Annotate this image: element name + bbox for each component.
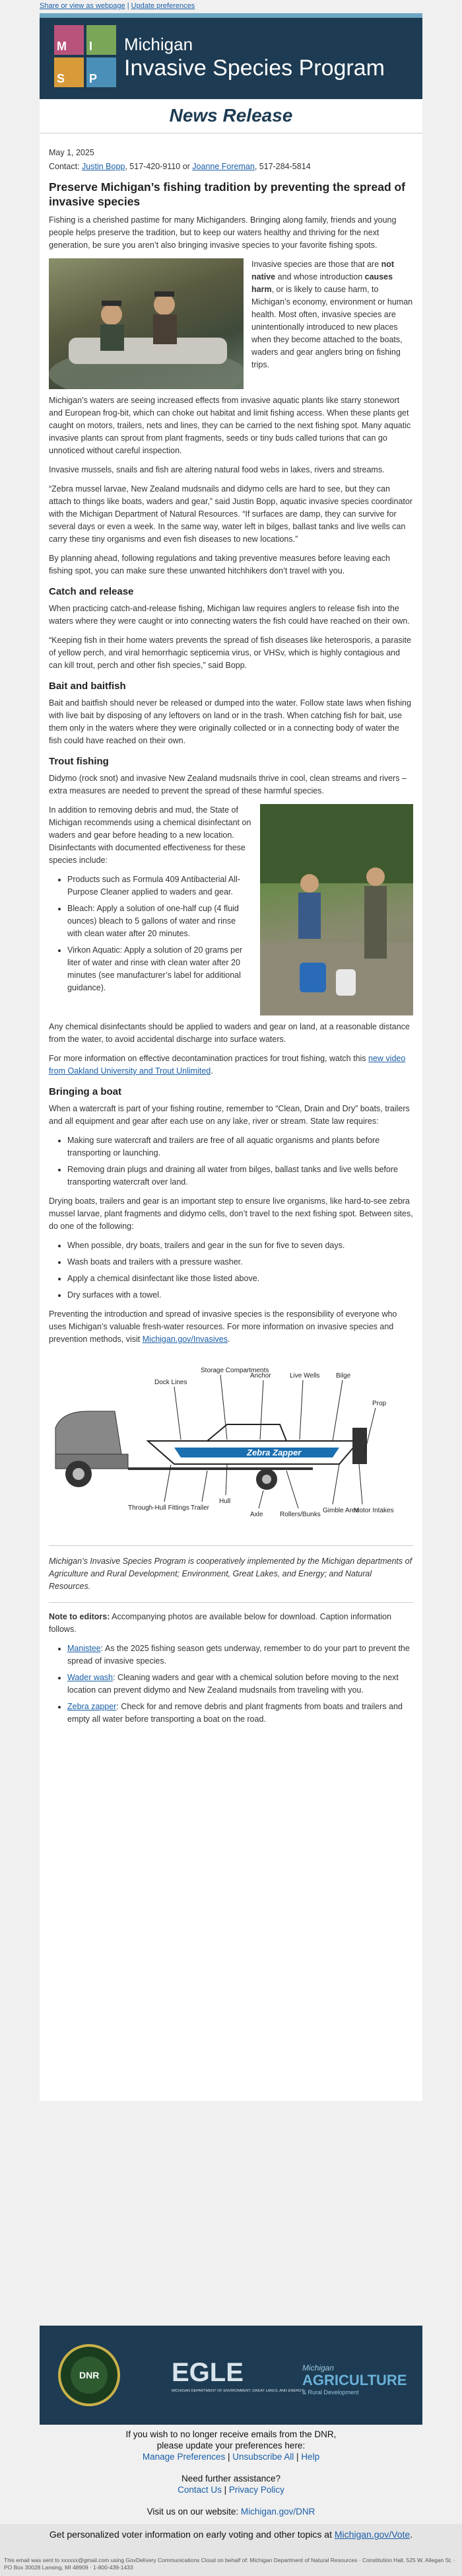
label-through-hull: Through-Hull Fittings bbox=[128, 1504, 189, 1512]
topbar-separator: | bbox=[127, 2, 129, 10]
bar: | bbox=[294, 2452, 302, 2462]
heading-boat: Bringing a boat bbox=[49, 1086, 121, 1097]
contact-foreman-link[interactable]: Joanne Foreman bbox=[192, 162, 255, 171]
list-item: • Bleach: Apply a solution of one-half cup (4 fluid ounces) bleach to 5 gallons of water and rinse with clean water after 20 minutes. bbox=[67, 902, 413, 940]
list-item: • Products such as Formula 409 Antibacterial All-Purpose Cleaner applied to waders and gear. bbox=[67, 873, 413, 899]
news-release-line bbox=[40, 95, 422, 99]
label-prop: Prop bbox=[372, 1400, 387, 1407]
p2c: and whose introduction bbox=[275, 272, 365, 281]
news-release-title: News Release bbox=[169, 105, 293, 126]
header-michigan: Michigan bbox=[124, 34, 193, 54]
label-rollers: Rollers/Bunks bbox=[280, 1511, 321, 1518]
list-item: • When possible, dry boats, trailers and gear in the sun for five to seven days. bbox=[67, 1239, 413, 1252]
assist-text: Need further assistance? bbox=[181, 2474, 281, 2484]
logo-quad-p: P bbox=[86, 57, 116, 87]
agency-logos-banner bbox=[40, 2326, 422, 2425]
label-live-wells: Live Wells bbox=[290, 1372, 320, 1380]
paragraph-plants: Michigan’s waters are seeing increased effects from invasive aquatic plants like starry stonewort and European frog-bit, which can choke out habitat and limit fishing access. When these plants get caught on motors, trailers, nets and lines, they can be carried to the next fishing spot. Many aquatic invasive plants can sprout from plant fragments, seeds or tiny buds called turions that can go unnoticed without careful inspection. bbox=[49, 396, 411, 455]
causes-harm-bold: causes harm bbox=[251, 272, 393, 294]
caption-item bbox=[67, 1672, 413, 1697]
ag-logo-sub: & Rural Development bbox=[302, 2389, 359, 2396]
editor-notes bbox=[49, 1602, 413, 1726]
boat-name: Zebra Zapper bbox=[247, 1448, 302, 1457]
contact1-phone: , 517-420-9110 or bbox=[125, 162, 193, 171]
subscription-footer bbox=[40, 2429, 422, 2517]
p2a: Invasive species are those that are bbox=[251, 260, 381, 269]
news-release-bar bbox=[40, 95, 422, 133]
invasives-link[interactable]: Michigan.gov/Invasives bbox=[142, 1335, 228, 1344]
law-list bbox=[67, 1134, 413, 1189]
caption-text: : As the 2025 fishing season gets underway, remember to do your part to prevent the spread of invasive species. bbox=[67, 1644, 410, 1666]
caption-item bbox=[67, 1701, 413, 1726]
diagram-svg bbox=[49, 1355, 413, 1533]
egle-logo-sub: MICHIGAN DEPARTMENT OF ENVIRONMENT, GREAT LAKES, AND ENERGY bbox=[172, 2389, 304, 2393]
dnr-logo-text: DNR bbox=[79, 2370, 100, 2380]
unsub-line2: please update your preferences here: bbox=[156, 2441, 306, 2450]
legal-footer: This email was sent to xxxxxx@gmail.com using GovDelivery Communications Cloud on behalf of: Michigan Department of Natural Resources · Constitution Hall, 525 W. Allegan St. · PO Box 30028 Lansing, MI 48909 · 1-800-439-1433 bbox=[4, 2557, 456, 2571]
notes-intro bbox=[49, 1611, 413, 1636]
label-bilge: Bilge bbox=[336, 1372, 351, 1380]
notes-text: Accompanying photos are available below for download. Caption information follows. bbox=[49, 1612, 392, 1634]
paragraph-clean-drain-dry: When a watercraft is part of your fishing routine, remember to “Clean, Drain and Dry” boats, trailers and all equipment and gear after each use on any lake, river or stream. State law requires: bbox=[49, 1104, 410, 1126]
contact2-phone: , 517-284-5814 bbox=[254, 162, 311, 171]
heading-trout: Trout fishing bbox=[49, 756, 109, 767]
label-hull: Hull bbox=[219, 1498, 231, 1505]
label-storage: Storage Compartments bbox=[201, 1367, 269, 1374]
list-item: • Making sure watercraft and trailers are free of all aquatic organisms and plants before transporting or launching. bbox=[67, 1134, 413, 1159]
paragraph-planning: By planning ahead, following regulations and taking preventive measures before leaving each fishing spot, you can make sure these unwanted hitchhikers don’t travel with you. bbox=[49, 554, 391, 575]
cooperative-statement: Michigan’s Invasive Species Program is cooperatively implemented by the Michigan departments of Agriculture and Rural Development; Environment, Great Lakes, and Energy; and Natural Resources. bbox=[49, 1545, 413, 1593]
wader-photo-art bbox=[260, 804, 413, 1015]
heading-catch-release: Catch and release bbox=[49, 586, 134, 597]
bar: | bbox=[225, 2452, 233, 2462]
p13a: For more information on effective decontamination practices for trout fishing, watch this bbox=[49, 1054, 369, 1063]
anglers-photo-art bbox=[49, 258, 244, 389]
p16b: . bbox=[227, 1335, 230, 1344]
paragraph-apply-on-land: Any chemical disinfectants should be applied to waders and gear on land, at a reasonable distance from the water, to avoid accidental discharge into surface waters. bbox=[49, 1022, 410, 1044]
vote-end: . bbox=[410, 2529, 413, 2540]
paragraph-diseases: “Keeping fish in their home waters prevents the spread of fish diseases like heterosporis, a parasite of yellow perch, and viral hemorrhagic septicemia virus, or VHSv, which is highly contagious and can kill trout, perch and other fish species,” said Bopp. bbox=[49, 636, 411, 670]
label-gimble: Gimble Area bbox=[323, 1507, 360, 1514]
contact-prefix: Contact: bbox=[49, 162, 82, 171]
website-line bbox=[40, 2506, 422, 2517]
paragraph-drying: Drying boats, trailers and gear is an important step to ensure live organisms, like hard-to-see zebra mussel larvae, plant fragments and didymo cells, don’t travel to the next fishing spot. Between sites, do one of the following: bbox=[49, 1196, 413, 1231]
help-link[interactable]: Help bbox=[301, 2452, 320, 2462]
topbar bbox=[0, 0, 462, 13]
p13b: . bbox=[211, 1066, 213, 1076]
paragraph-didymo: Didymo (rock snot) and invasive New Zealand mudsnails thrive in cool, clean streams and rivers – extra measures are needed to prevent the spread of these harmful species. bbox=[49, 774, 407, 795]
misp-logo bbox=[54, 25, 116, 87]
contact-bopp-link[interactable]: Justin Bopp bbox=[82, 162, 125, 171]
list-item: • Apply a chemical disinfectant like those listed above. bbox=[67, 1272, 413, 1285]
paragraph-quote-bopp: “Zebra mussel larvae, New Zealand mudsnails and didymo cells are hard to see, but they can attach to things like boats, waders and gear,” said Justin Bopp, aquatic invasive species coordinator with the Michigan Department of Natural Resources. “If surfaces are damp, they can survive for several days or even a week. In the same way, water left in bilges, ballast tanks and live wells can carry these tiny organisms and even fish diseases to new locations.” bbox=[49, 484, 413, 544]
caption-text: : Cleaning waders and gear with a chemical solution before moving to the next location can prevent didymo and New Zealand mudsnails from traveling with you. bbox=[67, 1673, 399, 1695]
zebra-zapper-link[interactable]: Zebra zapper bbox=[67, 1702, 117, 1711]
p2e: , or is likely to cause harm, to Michigan’s economy, environment or human health. Most often, invasive species are unintentionally introduced to new places when they become attached to the boats, waders and gear anglers bring on fishing trips. bbox=[251, 285, 413, 369]
manage-preferences-link[interactable]: Manage Preferences bbox=[142, 2452, 226, 2462]
list-item: • Dry surfaces with a towel. bbox=[67, 1289, 413, 1302]
vote-line bbox=[0, 2529, 462, 2540]
agency-logos bbox=[40, 2326, 422, 2425]
list-item: • Wash boats and trailers with a pressure washer. bbox=[67, 1256, 413, 1269]
caption-list bbox=[67, 1642, 413, 1726]
bar: | bbox=[221, 2485, 229, 2495]
paragraph-video bbox=[49, 1052, 413, 1078]
caption-text: : Check for and remove debris and plant fragments from boats and trailers and empty all water before transporting a boat on the road. bbox=[67, 1702, 403, 1724]
label-axle: Axle bbox=[250, 1511, 263, 1518]
ag-logo-top: Michigan bbox=[302, 2363, 335, 2373]
ag-logo-text: AGRICULTURE bbox=[302, 2372, 407, 2388]
update-preferences-link[interactable]: Update preferences bbox=[131, 2, 195, 10]
anglers-boat-photo bbox=[49, 258, 244, 389]
heading-bait: Bait and baitfish bbox=[49, 681, 126, 692]
not-native-bold: not native bbox=[251, 260, 395, 281]
paragraph-bait: Bait and baitfish should never be released or dumped into the water. Follow state laws when fishing with live bait by disposing of any leftovers on land or in the trash. When catching fish for bait, use them only in the waters where they were originally collected or in a connecting body of water the fish could have reached on their own. bbox=[49, 698, 411, 745]
drying-list bbox=[67, 1239, 413, 1302]
unsubscribe-all-link[interactable]: Unsubscribe All bbox=[232, 2452, 294, 2462]
contact-line bbox=[49, 161, 413, 173]
label-dock-lines: Dock Lines bbox=[154, 1379, 187, 1386]
support-links bbox=[40, 2484, 422, 2495]
paragraph-responsibility bbox=[49, 1308, 413, 1346]
paragraph-catch: When practicing catch-and-release fishing, Michigan law requires anglers to release fish into the waters where they were caught or into connecting waters the fish could have reached on their own. bbox=[49, 604, 410, 626]
boat-trailer-diagram bbox=[49, 1355, 413, 1533]
dnr-website-link[interactable]: Michigan.gov/DNR bbox=[240, 2507, 315, 2517]
paragraph-disinfectant: In addition to removing debris and mud, the State of Michigan recommends using a chemical disinfectant on waders and gear before heading to a new location. Disinfectants with documented effectiveness for these species include: bbox=[49, 805, 251, 865]
egle-logo-text: EGLE bbox=[172, 2358, 244, 2387]
oakland-video-link[interactable]: new video from Oakland University and Trout Unlimited bbox=[49, 1054, 406, 1076]
privacy-policy-link[interactable]: Privacy Policy bbox=[228, 2485, 284, 2495]
label-anchor: Anchor bbox=[250, 1372, 271, 1380]
logo-quad-i: I bbox=[86, 25, 116, 55]
header-program-name: Invasive Species Program bbox=[124, 55, 385, 81]
preference-links bbox=[40, 2451, 422, 2462]
visit-text: Visit us on our website: bbox=[147, 2507, 241, 2517]
unsub-line1: If you wish to no longer receive emails from the DNR, bbox=[125, 2429, 337, 2439]
label-motor-intakes: Motor Intakes bbox=[354, 1507, 394, 1514]
header-band bbox=[40, 13, 422, 18]
article-title: Preserve Michigan’s fishing tradition by preventing the spread of invasive species bbox=[49, 180, 406, 208]
share-link[interactable]: Share or view as webpage bbox=[40, 2, 125, 10]
label-trailer: Trailer bbox=[191, 1504, 209, 1512]
paragraph-mussels: Invasive mussels, snails and fish are altering natural food webs in lakes, rivers and streams. bbox=[49, 465, 385, 474]
logo-quad-m: M bbox=[54, 25, 84, 55]
vote-text: Get personalized voter information on early voting and other topics at bbox=[49, 2529, 335, 2540]
list-item: • Removing drain plugs and draining all water from bilges, ballast tanks and live wells before transporting watercraft over land. bbox=[67, 1163, 413, 1189]
paragraph-intro: Fishing is a cherished pastime for many Michiganders. Bringing along family, friends and young people helps preserve the tradition, but to keep our waters healthy and thriving for the next generation, be sure you aren’t also bringing invasive species to your favorite fishing spots. bbox=[49, 215, 397, 250]
caption-item bbox=[67, 1642, 413, 1668]
list-item: • Virkon Aquatic: Apply a solution of 20 grams per liter of water and rinse with clean water after 20 minutes (see manufacturer’s label for additional guidance). bbox=[67, 944, 413, 994]
contact-us-link[interactable]: Contact Us bbox=[178, 2485, 222, 2495]
manistee-link[interactable]: Manistee bbox=[67, 1644, 101, 1653]
logo-quad-s: S bbox=[54, 57, 84, 87]
p16: Preventing the introduction and spread of invasive species is the responsibility of everyone who uses Michigan’s valuable fresh-water resources. For more information on invasive species and prevention methods, visit bbox=[49, 1309, 397, 1344]
release-date: May 1, 2025 bbox=[49, 148, 94, 157]
notes-label: Note to editors: bbox=[49, 1612, 110, 1621]
vote-link[interactable]: Michigan.gov/Vote bbox=[334, 2529, 411, 2540]
wader-wash-photo bbox=[260, 804, 413, 1015]
program-header bbox=[40, 13, 422, 95]
wader-wash-link[interactable]: Wader wash bbox=[67, 1673, 114, 1682]
article-body bbox=[40, 133, 422, 2101]
